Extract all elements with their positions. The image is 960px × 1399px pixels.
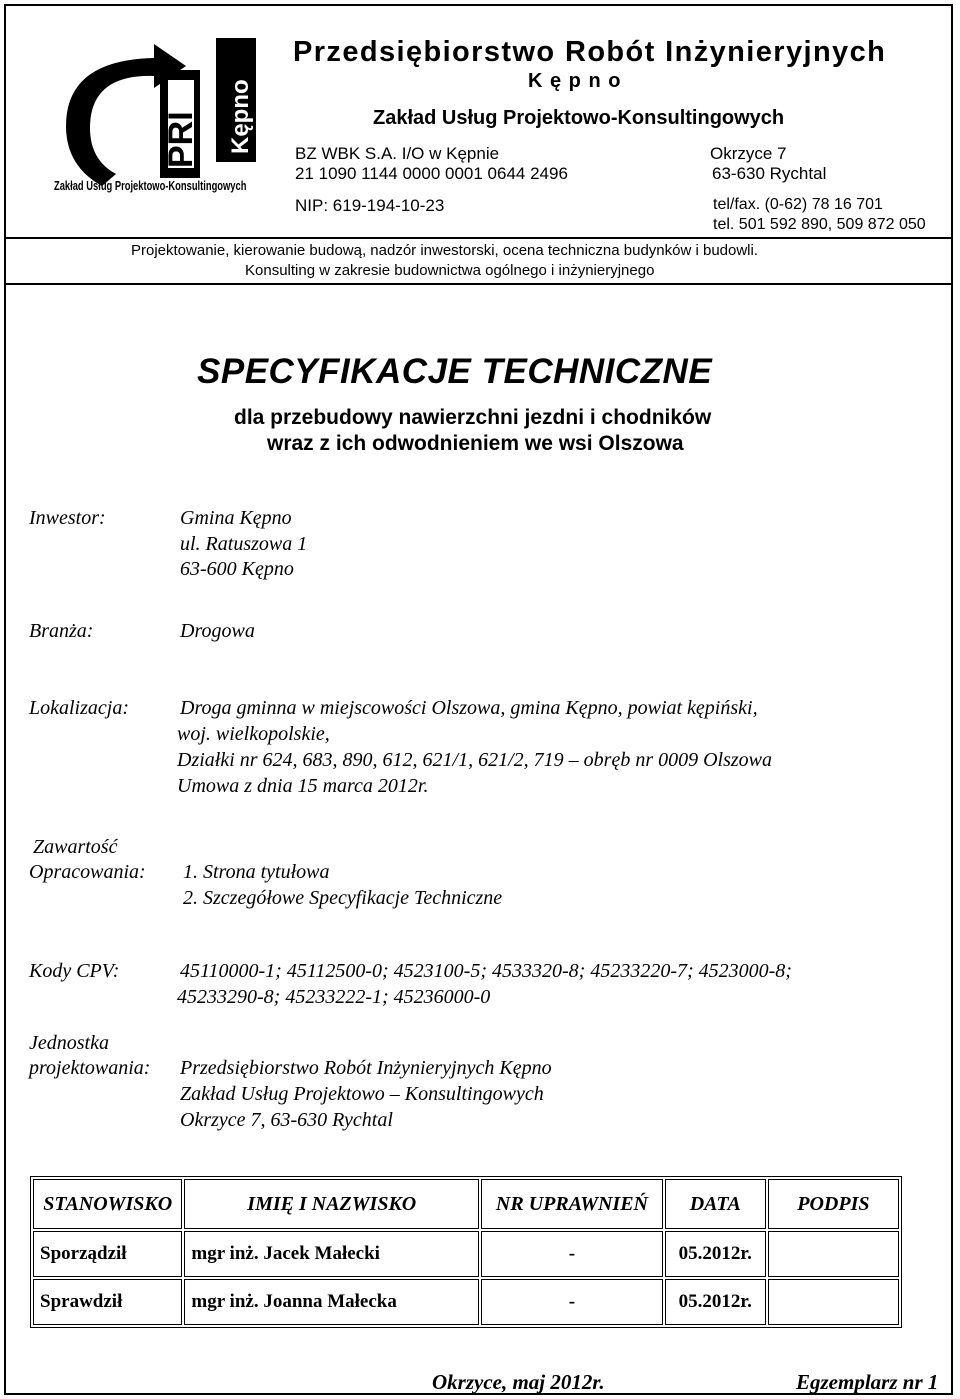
header-data: DATA [665,1179,766,1229]
cell-date: 05.2012r. [665,1279,766,1325]
lokalizacja-line-1: Droga gminna w miejscowości Olszowa, gmina Kępno, powiat kępiński, [180,697,758,719]
lokalizacja-label: Lokalizacja: [29,697,129,719]
zawartosc-label-2: Opracowania: [29,861,146,883]
subtitle-line-1: dla przebudowy nawierzchni jezdni i chodników [234,406,712,429]
logo-town: Kępno [227,79,254,154]
services-line-2: Konsulting w zakresie budownictwa ogólnego i inżynieryjnego [245,262,655,279]
cpv-line-2: 45233290-8; 45233222-1; 45236000-0 [177,986,491,1008]
header-nr-uprawnien: NR UPRAWNIEŃ [481,1179,663,1229]
cell-uprawnienia: - [481,1279,663,1325]
cell-name: mgr inż. Jacek Małecki [184,1231,479,1277]
inwestor-line-2: ul. Ratuszowa 1 [180,533,308,555]
header-stanowisko: STANOWISKO [33,1179,182,1229]
company-name: Przedsiębiorstwo Robót Inżynieryjnych [293,36,887,68]
address-street: Okrzyce 7 [710,144,787,163]
services-line-1: Projektowanie, kierowanie budową, nadzór inwestorski, ocena techniczna budynków i budowli. [131,242,759,259]
jednostka-label-2: projektowania: [29,1057,151,1079]
zawartosc-item-1: 1. Strona tytułowa [183,861,330,883]
inwestor-label: Inwestor: [29,507,106,529]
footer-copy-number: Egzemplarz nr 1 [796,1370,939,1394]
header-imie-nazwisko: IMIĘ I NAZWISKO [184,1179,479,1229]
table-row [33,1279,899,1325]
footer-place-date: Okrzyce, maj 2012r. [432,1370,605,1394]
cpv-line-1: 45110000-1; 45112500-0; 4523100-5; 4533320-8; 45233220-7; 4523000-8; [180,960,792,982]
jednostka-line-1: Przedsiębiorstwo Robót Inżynieryjnych Kępno [180,1057,552,1079]
lokalizacja-line-2: woj. wielkopolskie, [177,723,330,745]
bank-name: BZ WBK S.A. I/O w Kępnie [295,144,500,163]
address-city: 63-630 Rychtal [712,164,827,183]
branza-label: Branża: [29,620,94,642]
logo-caption: Zakład Usług Projektowo-Konsultingowych [54,178,247,193]
jednostka-line-3: Okrzyce 7, 63-630 Rychtal [180,1109,393,1131]
header-divider-bottom [4,283,953,285]
signature-table [30,1176,902,1328]
cell-stanowisko: Sporządził [33,1231,182,1277]
logo-letters: PRI [162,111,200,168]
zawartosc-item-2: 2. Szczegółowe Specyfikacje Techniczne [183,887,503,909]
header-podpis: PODPIS [768,1179,899,1229]
inwestor-line-1: Gmina Kępno [180,507,292,529]
zawartosc-label-1: Zawartość [33,836,118,858]
lokalizacja-line-4: Umowa z dnia 15 marca 2012r. [177,775,429,797]
cell-uprawnienia: - [481,1231,663,1277]
cell-name: mgr inż. Joanna Małecka [184,1279,479,1325]
cell-signature [768,1231,899,1277]
cell-date: 05.2012r. [665,1231,766,1277]
cell-signature [768,1279,899,1325]
phone: tel. 501 592 890, 509 872 050 [713,216,926,233]
header-divider-top [4,237,953,239]
bank-account: 21 1090 1144 0000 0001 0644 2496 [295,164,568,183]
table-row [33,1231,899,1277]
inwestor-line-3: 63-600 Kępno [180,558,294,580]
cpv-label: Kody CPV: [29,960,120,982]
jednostka-label-1: Jednostka [29,1032,109,1054]
nip: NIP: 619-194-10-23 [295,196,445,215]
subtitle-line-2: wraz z ich odwodnieniem we wsi Olszowa [267,432,684,455]
document-title: SPECYFIKACJE TECHNICZNE [197,352,713,391]
department-name: Zakład Usług Projektowo-Konsultingowych [373,107,785,129]
cell-stanowisko: Sprawdził [33,1279,182,1325]
jednostka-line-2: Zakład Usług Projektowo – Konsultingowych [180,1083,544,1105]
table-header-row [33,1179,899,1229]
company-town: K ę p n o [528,70,622,92]
lokalizacja-line-3: Działki nr 624, 683, 890, 612, 621/1, 621/2, 719 – obręb nr 0009 Olszowa [177,749,773,771]
branza-value: Drogowa [180,620,255,642]
telfax: tel/fax. (0-62) 78 16 701 [713,196,883,213]
